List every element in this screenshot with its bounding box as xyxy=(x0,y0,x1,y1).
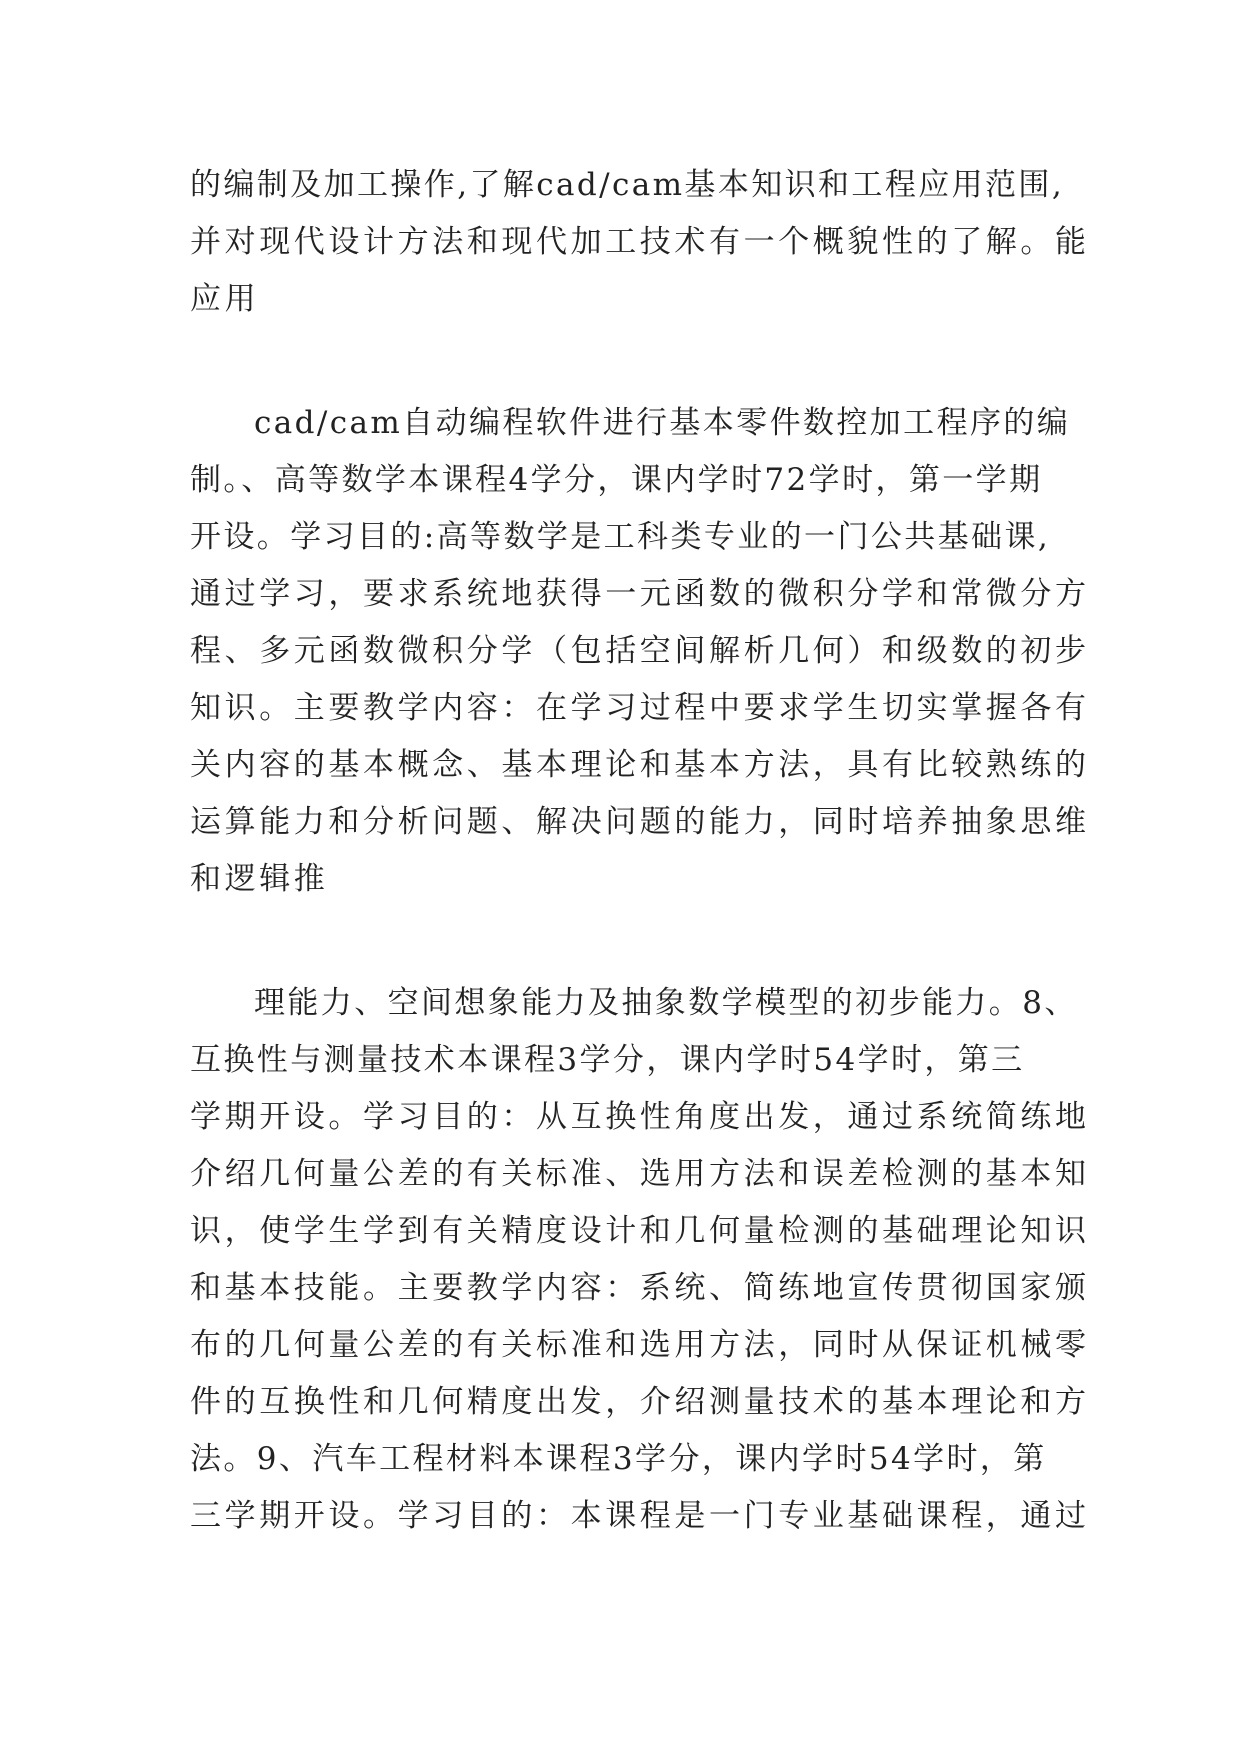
text-line: 识，使学生学到有关精度设计和几何量检测的基础理论知识 xyxy=(190,1213,1090,1249)
text-line: 介绍几何量公差的有关标准、选用方法和误差检测的基本知 xyxy=(190,1156,1090,1192)
text-line: 应用 xyxy=(190,281,260,317)
text-line: 学期开设。学习目的：从互换性角度出发，通过系统简练地 xyxy=(190,1099,1090,1135)
text-line: cad/cam自动编程软件进行基本零件数控加工程序的编 xyxy=(254,405,1071,441)
text-line: 布的几何量公差的有关标准和选用方法，同时从保证机械零 xyxy=(190,1327,1090,1363)
text-line: 和逻辑推 xyxy=(190,861,329,897)
text-line: 通过学习，要求系统地获得一元函数的微积分学和常微分方 xyxy=(190,576,1090,612)
text-line: 三学期开设。学习目的：本课程是一门专业基础课程，通过 xyxy=(190,1498,1090,1534)
text-line: 开设。学习目的:高等数学是工科类专业的一门公共基础课, xyxy=(190,519,1051,555)
text-line: 知识。主要教学内容：在学习过程中要求学生切实掌握各有 xyxy=(190,690,1090,726)
text-line: 的编制及加工操作,了解cad/cam基本知识和工程应用范围, xyxy=(190,167,1065,203)
text-line: 并对现代设计方法和现代加工技术有一个概貌性的了解。能 xyxy=(190,224,1090,260)
text-line: 理能力、空间想象能力及抽象数学模型的初步能力。8、 xyxy=(254,985,1078,1021)
text-line: 互换性与测量技术本课程3学分，课内学时54学时，第三 xyxy=(190,1042,1025,1078)
text-line: 件的互换性和几何精度出发，介绍测量技术的基本理论和方 xyxy=(190,1384,1090,1420)
text-line: 关内容的基本概念、基本理论和基本方法，具有比较熟练的 xyxy=(190,747,1090,783)
text-line: 程、多元函数微积分学（包括空间解析几何）和级数的初步 xyxy=(190,633,1090,669)
text-line: 法。9、汽车工程材料本课程3学分，课内学时54学时，第 xyxy=(190,1441,1047,1477)
text-line: 运算能力和分析问题、解决问题的能力，同时培养抽象思维 xyxy=(190,804,1090,840)
text-line: 和基本技能。主要教学内容：系统、简练地宣传贯彻国家颁 xyxy=(190,1270,1090,1306)
text-line: 制。、高等数学本课程4学分，课内学时72学时，第一学期 xyxy=(190,462,1043,498)
